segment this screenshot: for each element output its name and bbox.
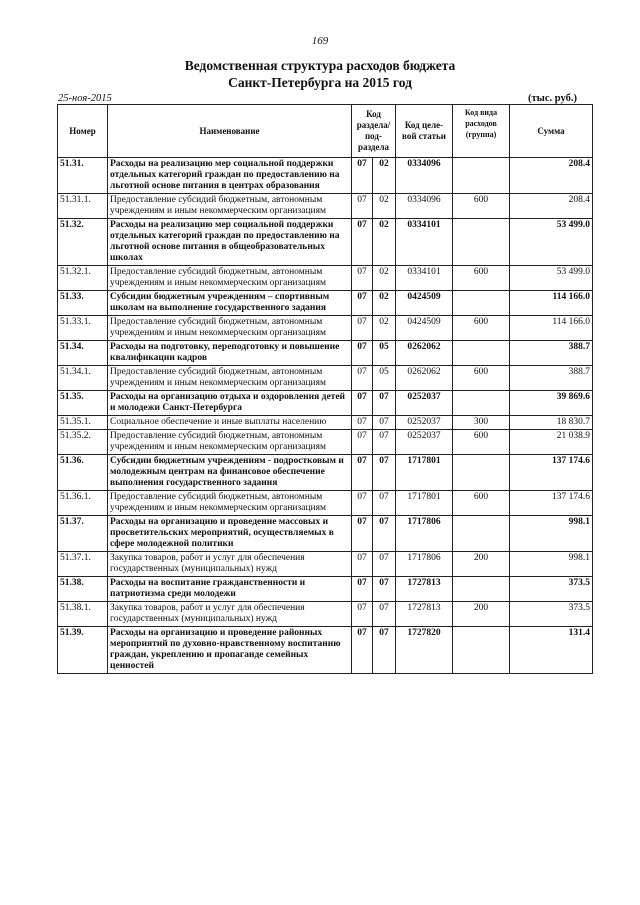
row-section: 07 <box>352 291 373 316</box>
table-row <box>58 194 593 219</box>
row-number: 51.38.1. <box>58 602 108 627</box>
table-row <box>58 266 593 291</box>
row-article: 0252037 <box>396 416 453 430</box>
row-name: Закупка товаров, работ и услуг для обеспечения государственных (муниципальных) нужд <box>108 552 352 577</box>
row-name: Предоставление субсидий бюджетным, автономным учреждениям и иным некоммерческим организациям <box>108 316 352 341</box>
row-amount: 208.4 <box>510 158 593 194</box>
row-name: Предоставление субсидий бюджетным, автономным учреждениям и иным некоммерческим организациям <box>108 491 352 516</box>
table-row <box>58 316 593 341</box>
row-subsection: 07 <box>373 577 396 602</box>
row-amount: 998.1 <box>510 516 593 552</box>
table-row <box>58 158 593 194</box>
row-expense-type: 200 <box>453 552 510 577</box>
row-article: 0334096 <box>396 194 453 219</box>
row-expense-type <box>453 219 510 266</box>
row-amount: 114 166.0 <box>510 316 593 341</box>
header-name: Наименование <box>108 105 352 158</box>
row-subsection: 02 <box>373 158 396 194</box>
row-name: Расходы на воспитание гражданственности и патриотизма среди молодежи <box>108 577 352 602</box>
row-subsection: 07 <box>373 552 396 577</box>
row-name: Субсидии бюджетным учреждениям - подростковым и молодежным центрам на финансовое обеспечение выполнения государственного задания <box>108 455 352 491</box>
row-article: 1717806 <box>396 516 453 552</box>
row-subsection: 07 <box>373 430 396 455</box>
row-amount: 18 830.7 <box>510 416 593 430</box>
document-title <box>0 57 640 91</box>
row-number: 51.33.1. <box>58 316 108 341</box>
table-row <box>58 430 593 455</box>
row-name: Расходы на реализацию мер социальной поддержки отдельных категорий граждан по предоставлению на льготной основе питания в центрах образования <box>108 158 352 194</box>
row-article: 1727820 <box>396 627 453 674</box>
row-section: 07 <box>352 341 373 366</box>
header-article: Код целе- вой статьи <box>396 105 453 158</box>
row-number: 51.35. <box>58 391 108 416</box>
row-amount: 21 038.9 <box>510 430 593 455</box>
row-subsection: 07 <box>373 627 396 674</box>
row-section: 07 <box>352 602 373 627</box>
row-subsection: 05 <box>373 366 396 391</box>
row-number: 51.32. <box>58 219 108 266</box>
row-section: 07 <box>352 158 373 194</box>
table-row <box>58 291 593 316</box>
row-section: 07 <box>352 430 373 455</box>
row-article: 0252037 <box>396 391 453 416</box>
budget-table <box>57 104 593 674</box>
table-row <box>58 366 593 391</box>
row-section: 07 <box>352 416 373 430</box>
row-expense-type <box>453 577 510 602</box>
row-name: Предоставление субсидий бюджетным, автономным учреждениям и иным некоммерческим организациям <box>108 366 352 391</box>
row-expense-type: 600 <box>453 491 510 516</box>
row-name: Расходы на реализацию мер социальной поддержки отдельных категорий граждан по предоставлению на льготной основе питания в общеобразовательных школах <box>108 219 352 266</box>
row-name: Предоставление субсидий бюджетным, автономным учреждениям и иным некоммерческим организациям <box>108 266 352 291</box>
table-row <box>58 552 593 577</box>
row-article: 0262062 <box>396 341 453 366</box>
row-name: Предоставление субсидий бюджетным, автономным учреждениям и иным некоммерческим организациям <box>108 430 352 455</box>
row-expense-type: 600 <box>453 316 510 341</box>
row-amount: 131.4 <box>510 627 593 674</box>
header-amount: Сумма <box>510 105 593 158</box>
row-name: Расходы на организацию и проведение районных мероприятий по духовно-нравственному воспитанию граждан, укреплению и пропаганде семейных ценностей <box>108 627 352 674</box>
table-header-row <box>58 105 593 158</box>
row-amount: 388.7 <box>510 366 593 391</box>
row-subsection: 02 <box>373 266 396 291</box>
row-name: Закупка товаров, работ и услуг для обеспечения государственных (муниципальных) нужд <box>108 602 352 627</box>
row-number: 51.36. <box>58 455 108 491</box>
row-number: 51.35.1. <box>58 416 108 430</box>
units-label: (тыс. руб.) <box>528 93 577 104</box>
row-article: 0262062 <box>396 366 453 391</box>
row-article: 0334101 <box>396 266 453 291</box>
row-number: 51.34.1. <box>58 366 108 391</box>
row-number: 51.31.1. <box>58 194 108 219</box>
row-article: 0424509 <box>396 291 453 316</box>
row-name: Субсидии бюджетным учреждениям – спортивным школам на выполнение государственного задания <box>108 291 352 316</box>
row-expense-type <box>453 158 510 194</box>
row-number: 51.36.1. <box>58 491 108 516</box>
row-subsection: 07 <box>373 455 396 491</box>
row-article: 1727813 <box>396 602 453 627</box>
row-section: 07 <box>352 491 373 516</box>
row-article: 1727813 <box>396 577 453 602</box>
row-expense-type: 600 <box>453 366 510 391</box>
row-article: 0334096 <box>396 158 453 194</box>
row-section: 07 <box>352 516 373 552</box>
table-row <box>58 391 593 416</box>
row-amount: 137 174.6 <box>510 455 593 491</box>
row-section: 07 <box>352 455 373 491</box>
document-date: 25-ноя-2015 <box>58 93 112 104</box>
table-row <box>58 491 593 516</box>
row-section: 07 <box>352 391 373 416</box>
row-amount: 998.1 <box>510 552 593 577</box>
row-section: 07 <box>352 194 373 219</box>
row-amount: 373.5 <box>510 602 593 627</box>
row-number: 51.33. <box>58 291 108 316</box>
row-section: 07 <box>352 219 373 266</box>
row-section: 07 <box>352 577 373 602</box>
row-name: Предоставление субсидий бюджетным, автономным учреждениям и иным некоммерческим организациям <box>108 194 352 219</box>
row-number: 51.34. <box>58 341 108 366</box>
row-section: 07 <box>352 627 373 674</box>
table-body <box>58 158 593 674</box>
row-article: 0334101 <box>396 219 453 266</box>
row-subsection: 07 <box>373 602 396 627</box>
row-amount: 39 869.6 <box>510 391 593 416</box>
page-number: 169 <box>311 35 329 47</box>
title-line-1: Ведомственная структура расходов бюджета <box>184 58 456 73</box>
row-subsection: 02 <box>373 194 396 219</box>
row-article: 1717801 <box>396 491 453 516</box>
row-expense-type <box>453 455 510 491</box>
row-name: Социальное обеспечение и иные выплаты населению <box>108 416 352 430</box>
row-expense-type: 300 <box>453 416 510 430</box>
row-number: 51.37.1. <box>58 552 108 577</box>
row-section: 07 <box>352 266 373 291</box>
header-number: Номер <box>58 105 108 158</box>
row-expense-type: 600 <box>453 430 510 455</box>
row-subsection: 02 <box>373 219 396 266</box>
row-amount: 53 499.0 <box>510 266 593 291</box>
row-amount: 388.7 <box>510 341 593 366</box>
title-line-2: Санкт-Петербурга на 2015 год <box>228 75 412 90</box>
row-number: 51.38. <box>58 577 108 602</box>
row-number: 51.31. <box>58 158 108 194</box>
row-number: 51.37. <box>58 516 108 552</box>
table-row <box>58 627 593 674</box>
row-section: 07 <box>352 366 373 391</box>
table-row <box>58 416 593 430</box>
row-expense-type <box>453 291 510 316</box>
row-subsection: 05 <box>373 341 396 366</box>
row-expense-type: 600 <box>453 194 510 219</box>
table-row <box>58 602 593 627</box>
header-expense-type: Код вида расходов (группа) <box>453 105 510 158</box>
row-subsection: 02 <box>373 291 396 316</box>
table-row <box>58 341 593 366</box>
row-subsection: 07 <box>373 491 396 516</box>
row-subsection: 02 <box>373 316 396 341</box>
row-article: 1717801 <box>396 455 453 491</box>
row-expense-type: 600 <box>453 266 510 291</box>
header-section: Код раздела/ под- раздела <box>352 105 396 158</box>
table-row <box>58 455 593 491</box>
row-section: 07 <box>352 316 373 341</box>
table-row <box>58 577 593 602</box>
row-article: 1717806 <box>396 552 453 577</box>
row-amount: 373.5 <box>510 577 593 602</box>
row-expense-type <box>453 627 510 674</box>
row-expense-type <box>453 516 510 552</box>
row-article: 0424509 <box>396 316 453 341</box>
row-name: Расходы на организацию и проведение массовых и просветительских мероприятий, осуществляемых в сфере молодежной политики <box>108 516 352 552</box>
row-expense-type <box>453 341 510 366</box>
row-article: 0252037 <box>396 430 453 455</box>
table-row <box>58 219 593 266</box>
row-number: 51.35.2. <box>58 430 108 455</box>
row-section: 07 <box>352 552 373 577</box>
row-amount: 208.4 <box>510 194 593 219</box>
row-number: 51.32.1. <box>58 266 108 291</box>
row-amount: 137 174.6 <box>510 491 593 516</box>
row-number: 51.39. <box>58 627 108 674</box>
row-subsection: 07 <box>373 391 396 416</box>
row-expense-type <box>453 391 510 416</box>
row-amount: 114 166.0 <box>510 291 593 316</box>
row-name: Расходы на организацию отдыха и оздоровления детей и молодежи Санкт-Петербурга <box>108 391 352 416</box>
row-expense-type: 200 <box>453 602 510 627</box>
row-amount: 53 499.0 <box>510 219 593 266</box>
table-row <box>58 516 593 552</box>
row-subsection: 07 <box>373 416 396 430</box>
row-subsection: 07 <box>373 516 396 552</box>
row-name: Расходы на подготовку, переподготовку и повышение квалификации кадров <box>108 341 352 366</box>
